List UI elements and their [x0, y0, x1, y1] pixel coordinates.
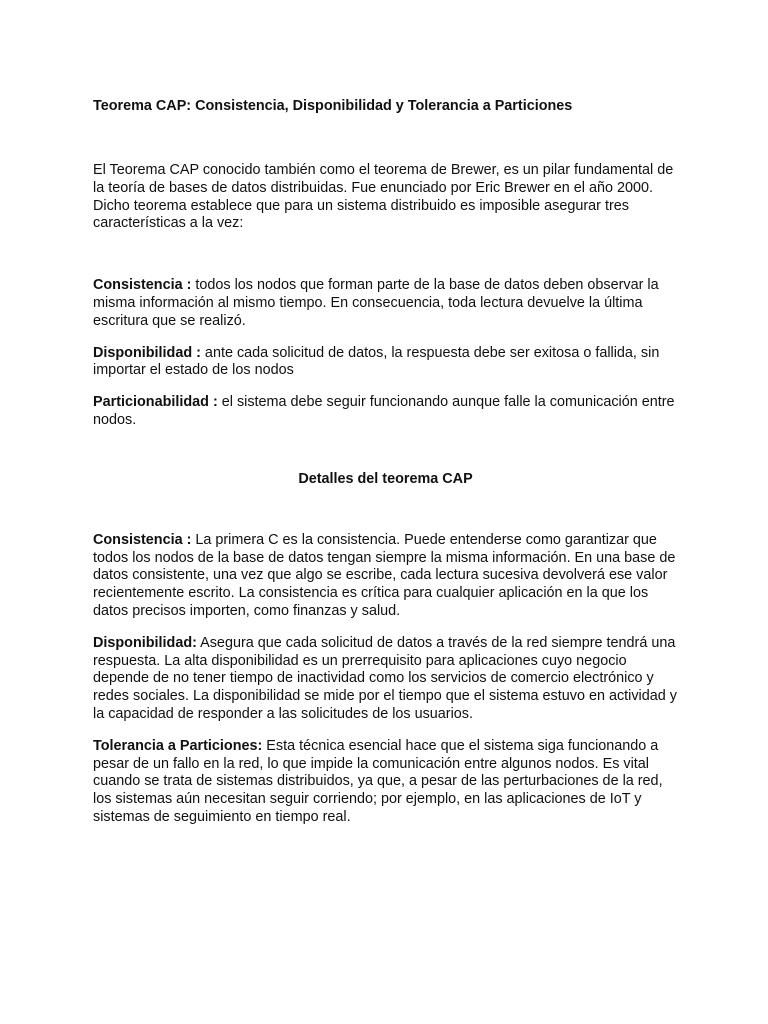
detail-disponibilidad: [93, 635, 678, 724]
detail-term: Tolerancia a Particiones:: [93, 737, 263, 754]
definition-term: Consistencia :: [93, 277, 192, 294]
definition-disponibilidad: [93, 345, 678, 381]
detail-text: Asegura que cada solicitud de datos a través de la red siempre tendrá una respuesta. La alta disponibilidad es un prerrequisito para aplicaciones cuyo negocio depende de no tener tiempo de inactividad como los servicios de comercio electrónico y redes sociales. La disponibilidad se mide por el tiempo que el sistema estuvo en actividad y la capacidad de responder a las solicitudes de los usuarios.: [93, 634, 677, 722]
definition-text: el sistema debe seguir funcionando aunque falle la comunicación entre nodos.: [93, 394, 675, 428]
detail-consistencia: [93, 532, 678, 621]
definition-term: Particionabilidad :: [93, 394, 218, 411]
details-list: [93, 532, 678, 827]
definition-text: ante cada solicitud de datos, la respuesta debe ser exitosa o fallida, sin importar el estado de los nodos: [93, 344, 660, 379]
detail-text: Esta técnica esencial hace que el sistema siga funcionando a pesar de un fallo en la red, lo que impide la comunicación entre algunos nodos. Es vital cuando se trata de sistemas distribuidos, ya que, a pesar de las perturbaciones de la red, los sistemas aún necesitan seguir corriendo; por ejemplo, en las aplicaciones de IoT y sistemas de seguimiento en tiempo real.: [93, 737, 663, 825]
detail-text: La primera C es la consistencia. Puede entenderse como garantizar que todos los nodos de la base de datos tengan siempre la misma información. En una base de datos consistente, una vez que algo se escribe, cada lectura sucesiva devolverá ese valor recientemente escrito. La consistencia es crítica para cualquier aplicación en la que los datos precisos importen, como finanzas y salud.: [93, 531, 676, 619]
definition-text: todos los nodos que forman parte de la base de datos deben observar la misma información al mismo tiempo. En consecuencia, toda lectura devuelve la última escritura que se realizó.: [93, 277, 659, 329]
definition-consistencia: [93, 277, 678, 330]
document-title: Teorema CAP: Consistencia, Disponibilidad y Tolerancia a Particiones: [93, 98, 573, 114]
detail-term: Consistencia :: [93, 531, 192, 548]
detail-term: Disponibilidad:: [93, 634, 197, 651]
intro-paragraph: El Teorema CAP conocido también como el teorema de Brewer, es un pilar fundamental de la teoría de bases de datos distribuidas. Fue enunciado por Eric Brewer en el año 2000. Dicho teorema establece que para un sistema distribuido es imposible asegurar tres características a la vez:: [93, 162, 674, 232]
definition-term: Disponibilidad :: [93, 344, 201, 361]
section-subtitle: Detalles del teorema CAP: [298, 470, 473, 487]
detail-tolerancia: [93, 738, 678, 827]
definition-particionabilidad: [93, 394, 678, 430]
document-content: [93, 97, 678, 827]
definitions-list: [93, 277, 678, 430]
